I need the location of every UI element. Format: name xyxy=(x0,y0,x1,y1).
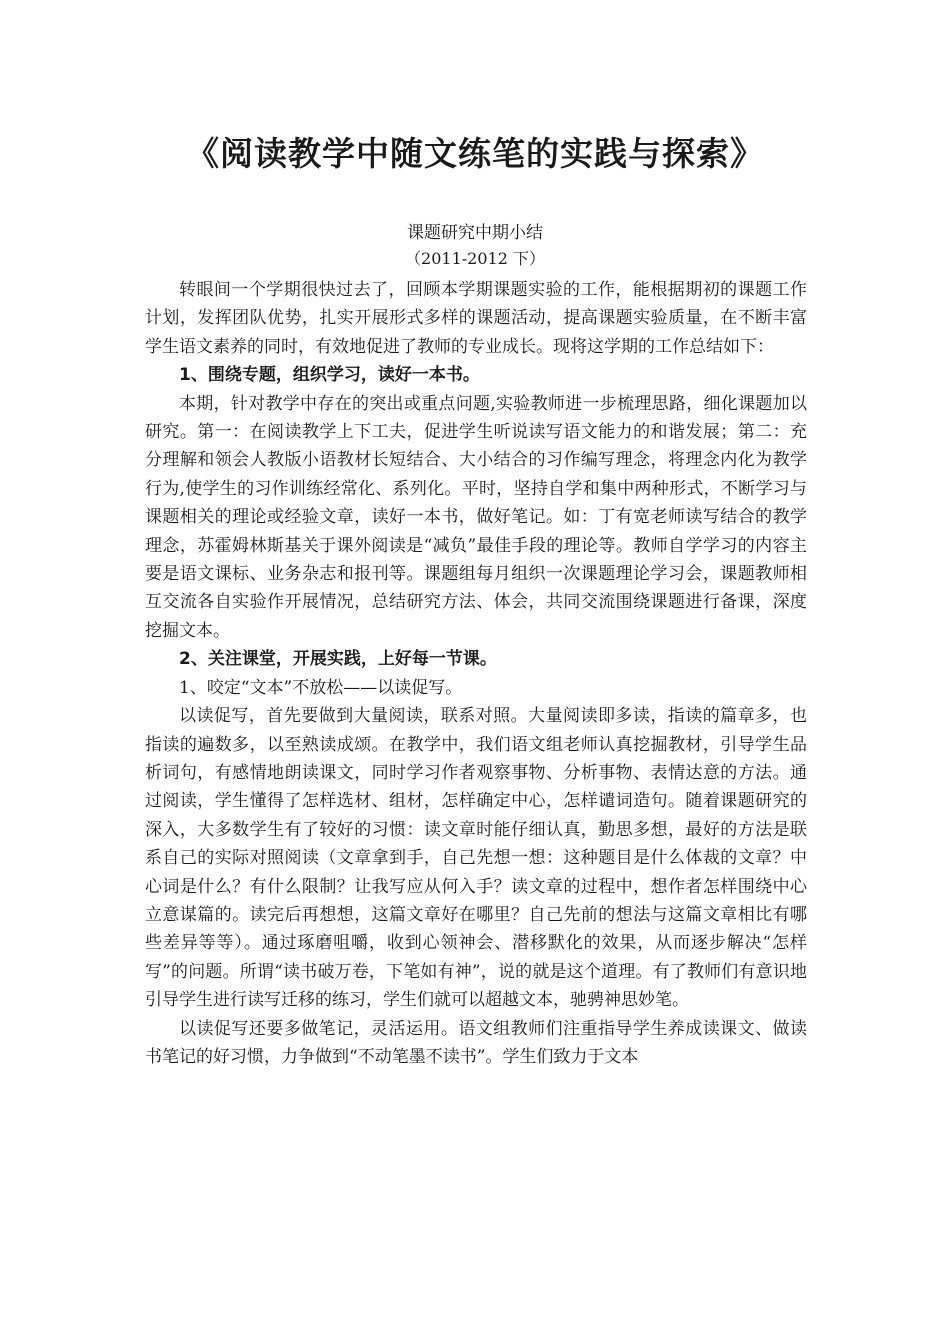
paragraph-read-to-write: 以读促写，首先要做到大量阅读，联系对照。大量阅读即多读，指读的篇章多，也指读的遍数多，以至熟读成颂。在教学中，我们语文组老师认真挖掘教材，引导学生品析词句，有感情地朗读课文，同时学习作者观察事物、分析事物、表情达意的方法。通过阅读，学生懂得了怎样选材、组材，怎样确定中心，怎样谴词造句。随着课题研究的深入，大多数学生有了较好的习惯：读文章时能仔细认真，勤思多想，最好的方法是联系自己的实际对照阅读（文章拿到手，自己先想一想：这种题目是什么体裁的文章？中心词是什么？有什么限制？让我写应从何入手？读文章的过程中，想作者怎样围绕中心立意谋篇的。读完后再想想，这篇文章好在哪里？自己先前的想法与这篇文章相比有哪些差异等等）。通过琢磨咀嚼，收到心领神会、潜移默化的效果，从而逐步解决“怎样写”的问题。所谓“读书破万卷，下笔如有神”，说的就是这个道理。有了教师们有意识地引导学生进行读写迁移的练习，学生们就可以超越文本，驰骋神思妙笔。 xyxy=(145,706,807,1011)
document-term: （2011-2012 下） xyxy=(405,249,545,268)
document-title: 《阅读教学中随文练笔的实践与探索》 xyxy=(186,134,764,173)
subsection-heading-1: 1、咬定“文本”不放松——以读促写。 xyxy=(179,677,463,698)
paragraph-section-1: 本期，针对教学中存在的突出或重点问题,实验教师进一步梳理思路，细化课题加以研究。第一：在阅读教学上下工夫，促进学生听说读写语文能力的和谐发展；第二：充分理解和领会人教版小语教材长短结合、大小结合的习作编写理念，将理念内化为教学行为,使学生的习作训练经常化、系列化。平时，坚持自学和集中两种形式，不断学习与课题相关的理论或经验文章，读好一本书，做好笔记。如：丁有宽老师读写结合的教学理念，苏霍姆林斯基关于课外阅读是“减负”最佳手段的理论等。教师自学学习的内容主要是语文课标、业务杂志和报刊等。课题组每月组织一次课题理论学习会，课题教师相互交流各自实验作开展情况，总结研究方法、体会，共同交流围绕课题进行备课，深度挖掘文本。 xyxy=(145,393,807,641)
section-heading-1: 1、围绕专题，组织学习，读好一本书。 xyxy=(179,365,480,386)
section-heading-2: 2、关注课堂，开展实践，上好每一节课。 xyxy=(179,649,497,670)
document-body xyxy=(145,276,807,1071)
paragraph-notes: 以读促写还要多做笔记，灵活运用。语文组教师们注重指导学生养成读课文、做读书笔记的好习惯，力争做到“不动笔墨不读书”。学生们致力于文本 xyxy=(145,1018,807,1067)
document-subtitle: 课题研究中期小结 xyxy=(407,223,543,243)
paragraph-intro: 转眼间一个学期很快过去了，回顾本学期课题实验的工作，能根据期初的课题工作计划，发挥团队优势，扎实开展形式多样的课题活动，提高课题实验质量，在不断丰富学生语文素养的同时，有效地促进了教师的专业成长。现将这学期的工作总结如下： xyxy=(145,280,807,357)
